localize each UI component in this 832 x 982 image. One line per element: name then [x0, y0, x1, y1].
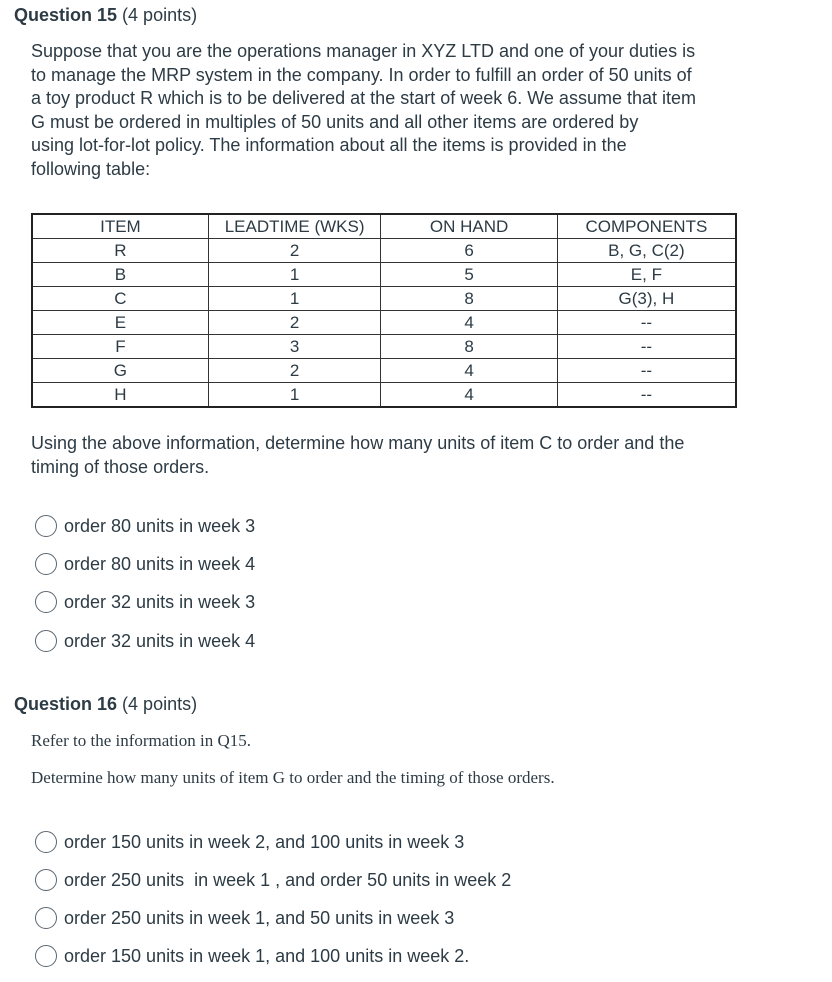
cell-on-hand: 8 — [381, 287, 557, 311]
question-16-title: Question 16 — [14, 694, 118, 714]
cell-item: F — [32, 335, 208, 359]
q15-option-b[interactable] — [35, 551, 255, 577]
question-15-header — [14, 5, 197, 26]
cell-components: B, G, C(2) — [557, 239, 736, 263]
cell-leadtime: 2 — [208, 239, 381, 263]
question-15-text-line: Suppose that you are the operations manager in XYZ LTD and one of your duties is — [31, 41, 696, 61]
cell-components: E, F — [557, 263, 736, 287]
cell-on-hand: 4 — [381, 383, 557, 408]
cell-components: G(3), H — [557, 287, 736, 311]
col-header-on-hand: ON HAND — [381, 214, 557, 239]
table-row — [32, 287, 736, 311]
col-header-leadtime: LEADTIME (WKS) — [208, 214, 381, 239]
table-row — [32, 335, 736, 359]
radio-button[interactable] — [35, 831, 57, 853]
question-15-text-line: using lot-for-lot policy. The information about all the items is provided in the — [31, 135, 627, 155]
option-label[interactable]: order 32 units in week 3 — [64, 591, 256, 612]
table-row — [32, 383, 736, 408]
table-row — [32, 359, 736, 383]
cell-item: B — [32, 263, 208, 287]
cell-on-hand: 5 — [381, 263, 557, 287]
cell-leadtime: 1 — [208, 287, 381, 311]
col-header-item: ITEM — [32, 214, 208, 239]
question-15-text-line: to manage the MRP system in the company. In order to fulfill an order of 50 units of — [31, 64, 692, 85]
radio-button[interactable] — [35, 630, 57, 652]
option-label[interactable]: order 150 units in week 2, and 100 units in week 3 — [64, 831, 465, 852]
option-label[interactable]: order 250 units in week 1 , and order 50 units in week 2 — [64, 869, 512, 890]
cell-components: -- — [557, 311, 736, 335]
option-label[interactable]: order 150 units in week 1, and 100 units in week 2. — [64, 945, 470, 966]
cell-leadtime: 1 — [208, 263, 381, 287]
radio-button[interactable] — [35, 907, 57, 929]
question-16-prompt: Determine how many units of item G to order and the timing of those orders. — [31, 768, 555, 787]
cell-on-hand: 4 — [381, 359, 557, 383]
mrp-items-table — [31, 213, 737, 408]
col-header-components: COMPONENTS — [557, 214, 736, 239]
option-label[interactable]: order 32 units in week 4 — [64, 630, 256, 651]
q16-option-b[interactable] — [35, 867, 511, 893]
table-header-row — [32, 214, 736, 239]
question-15-prompt-line: Using the above information, determine how many units of item C to order and the — [31, 433, 685, 453]
question-15-title: Question 15 — [14, 5, 118, 25]
cell-item: H — [32, 383, 208, 408]
q15-option-d[interactable] — [35, 628, 255, 654]
question-15-prompt — [31, 432, 755, 479]
q16-option-a[interactable] — [35, 829, 464, 855]
cell-components: -- — [557, 383, 736, 408]
q15-option-c[interactable] — [35, 589, 255, 615]
radio-button[interactable] — [35, 869, 57, 891]
option-label[interactable]: order 80 units in week 3 — [64, 515, 256, 536]
question-16-points: (4 points) — [122, 694, 198, 714]
question-15-text-line: following table: — [31, 158, 151, 179]
cell-leadtime: 3 — [208, 335, 381, 359]
cell-item: E — [32, 311, 208, 335]
radio-button[interactable] — [35, 553, 57, 575]
q16-option-d[interactable] — [35, 943, 469, 969]
table-row — [32, 239, 736, 263]
q15-option-a[interactable] — [35, 513, 255, 539]
question-16-header — [14, 694, 197, 715]
cell-on-hand: 8 — [381, 335, 557, 359]
question-15-text-line: a toy product R which is to be delivered at the start of week 6. We assume that item — [31, 88, 696, 108]
table-row — [32, 263, 736, 287]
cell-item: C — [32, 287, 208, 311]
cell-components: -- — [557, 335, 736, 359]
question-15-text — [31, 40, 755, 181]
cell-components: -- — [557, 359, 736, 383]
radio-button[interactable] — [35, 515, 57, 537]
question-15-text-line: G must be ordered in multiples of 50 units and all other items are ordered by — [31, 111, 639, 132]
table-row — [32, 311, 736, 335]
option-label[interactable]: order 250 units in week 1, and 50 units in week 3 — [64, 907, 455, 928]
radio-button[interactable] — [35, 591, 57, 613]
cell-item: G — [32, 359, 208, 383]
option-label[interactable]: order 80 units in week 4 — [64, 553, 256, 574]
cell-item: R — [32, 239, 208, 263]
cell-on-hand: 6 — [381, 239, 557, 263]
question-15-points: (4 points) — [122, 5, 198, 25]
cell-leadtime: 2 — [208, 359, 381, 383]
cell-leadtime: 1 — [208, 383, 381, 408]
radio-button[interactable] — [35, 945, 57, 967]
question-15-prompt-line: timing of those orders. — [31, 456, 210, 477]
question-16-reference: Refer to the information in Q15. — [31, 731, 252, 750]
q16-option-c[interactable] — [35, 905, 454, 931]
cell-leadtime: 2 — [208, 311, 381, 335]
cell-on-hand: 4 — [381, 311, 557, 335]
